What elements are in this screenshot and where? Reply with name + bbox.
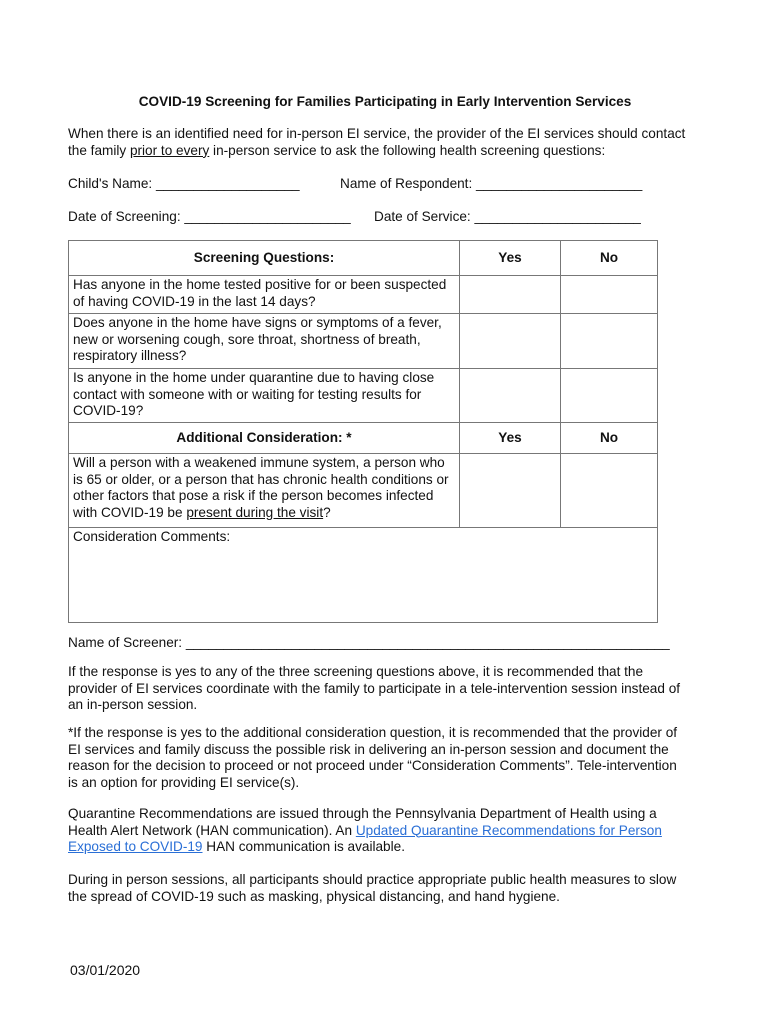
quarantine-text-end: HAN communication is available. xyxy=(202,839,405,855)
question-1-no-cell[interactable] xyxy=(561,276,658,314)
paragraph-recommendation: If the response is yes to any of the three screening questions above, it is recommended that the provider of EI services coordinate with the family to participate in a tele-intervention session instead of an in-person session. xyxy=(68,664,681,713)
additional-header-row xyxy=(69,423,658,454)
additional-no-cell[interactable] xyxy=(561,454,658,528)
additional-question xyxy=(69,454,460,528)
additional-question-underlined: present during the visit xyxy=(186,504,324,520)
child-name-field[interactable]: Child's Name: ___________________ xyxy=(68,176,300,191)
quarantine-recommendations-link[interactable]: Updated Quarantine Recommendations for Person Exposed to COVID-19 xyxy=(68,822,662,855)
date-of-screening-field[interactable]: Date of Screening: ______________________ xyxy=(68,209,351,224)
question-1: Has anyone in the home tested positive for or been suspected of having COVID-19 in the last 14 days? xyxy=(69,276,460,314)
table-row xyxy=(69,314,658,369)
respondent-name-field[interactable]: Name of Respondent: ______________________ xyxy=(340,176,643,191)
table-header-row xyxy=(69,241,658,276)
paragraph-quarantine xyxy=(68,806,688,856)
intro-text: When there is an identified need for in-person EI service, the provider of the EI services should contact the family xyxy=(68,126,686,158)
date-of-service-field[interactable]: Date of Service: ______________________ xyxy=(374,209,641,224)
additional-yes-cell[interactable] xyxy=(460,454,561,528)
additional-no-header: No xyxy=(561,423,658,454)
footer-date: 03/01/2020 xyxy=(70,962,141,978)
intro-text-end: in-person service to ask the following health screening questions: xyxy=(209,142,606,158)
screening-table xyxy=(68,240,658,623)
quarantine-text: Quarantine Recommendations are issued through the Pennsylvania Department of Health using a Health Alert Network (HAN communication). An xyxy=(68,806,657,838)
screener-name-field[interactable]: Name of Screener: ________________________________________________________________ xyxy=(68,635,670,650)
yes-header: Yes xyxy=(460,241,561,276)
intro-paragraph xyxy=(68,126,688,159)
consideration-comments[interactable]: Consideration Comments: xyxy=(69,528,658,623)
question-2: Does anyone in the home have signs or symptoms of a fever, new or worsening cough, sore throat, shortness of breath, respiratory illness? xyxy=(69,314,460,369)
table-row xyxy=(69,369,658,423)
comments-row[interactable] xyxy=(69,528,658,623)
no-header: No xyxy=(561,241,658,276)
questions-header: Screening Questions: xyxy=(69,241,460,276)
question-3: Is anyone in the home under quarantine due to having close contact with someone with or waiting for testing results for COVID-19? xyxy=(69,369,460,423)
additional-yes-header: Yes xyxy=(460,423,561,454)
question-1-yes-cell[interactable] xyxy=(460,276,561,314)
additional-question-text: Will a person with a weakened immune system, a person who is 65 or older, or a person that has chronic health conditions or other factors that pose a risk if the person becomes infected with COVID-19 be xyxy=(73,455,449,520)
question-3-no-cell[interactable] xyxy=(561,369,658,423)
paragraph-additional: *If the response is yes to the additional consideration question, it is recommended that the provider of EI services and family discuss the possible risk in delivering an in-person session and document the reason for the decision to proceed or not proceed under “Consideration Comments”. Tele-intervention is an option for providing EI service(s). xyxy=(68,725,678,790)
table-row xyxy=(69,276,658,314)
intro-underlined: prior to every xyxy=(129,142,210,158)
page-title: COVID-19 Screening for Families Participating in Early Intervention Services xyxy=(138,94,632,109)
question-3-yes-cell[interactable] xyxy=(460,369,561,423)
question-2-no-cell[interactable] xyxy=(561,314,658,369)
question-2-yes-cell[interactable] xyxy=(460,314,561,369)
additional-question-end: ? xyxy=(323,504,331,520)
table-row xyxy=(69,454,658,528)
additional-header: Additional Consideration: * xyxy=(69,423,460,454)
paragraph-sessions: During in person sessions, all participants should practice appropriate public health measures to slow the spread of COVID-19 such as masking, physical distancing, and hand hygiene. xyxy=(68,872,677,904)
